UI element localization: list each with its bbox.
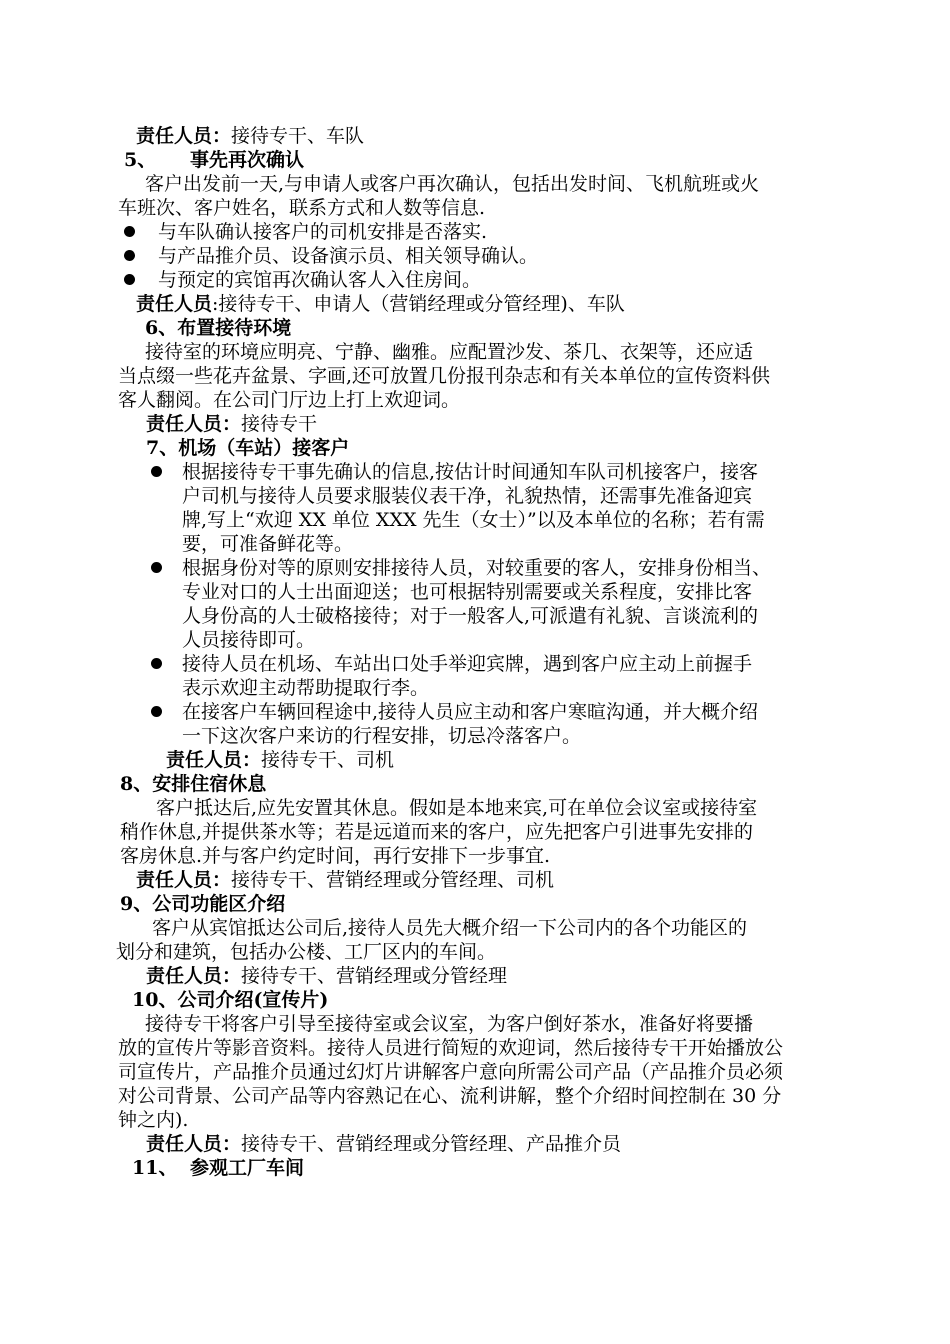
list-item: 根据接待专干事先确认的信息,按估计时间通知车队司机接客户，接客 <box>182 461 759 483</box>
paragraph-line: 客人翻阅。在公司门厅边上打上欢迎词。 <box>118 389 461 411</box>
responsible-text: 接待专干、车队 <box>231 125 365 147</box>
responsible-text: 接待专干、营销经理或分管经理 <box>241 965 508 987</box>
paragraph-line: 当点缀一些花卉盆景、字画,还可放置几份报刊杂志和有关本单位的宣传资料供 <box>118 365 771 387</box>
bullet-icon <box>124 250 135 261</box>
bullet-icon <box>151 466 162 477</box>
responsible-text: 接待专干、司机 <box>261 749 395 771</box>
responsible-label: 责任人员： <box>136 125 232 147</box>
responsible-label: 责任人员 <box>136 293 213 315</box>
section-heading: 7、机场（车站）接客户 <box>146 437 350 459</box>
section-heading: 10、公司介绍(宣传片) <box>132 989 329 1011</box>
list-item: 人员接待即可。 <box>182 629 316 651</box>
responsible-line <box>136 868 554 892</box>
section-heading: 8、安排住宿休息 <box>120 773 267 795</box>
list-item: 与车队确认接客户的司机安排是否落实. <box>158 221 488 243</box>
responsible-label: 责任人员： <box>146 1133 242 1155</box>
responsible-text: 接待专干 <box>241 413 318 435</box>
list-item: 户司机与接待人员要求服装仪表干净，礼貌热情，还需事先准备迎宾 <box>182 485 753 507</box>
paragraph-line: 客户抵达后,应先安置其休息。假如是本地来宾,可在单位会议室或接待室 <box>156 797 758 819</box>
paragraph-line: 钟之内). <box>118 1109 189 1131</box>
paragraph-line: 对公司背景、公司产品等内容熟记在心、流利讲解，整个介绍时间控制在 30 分 <box>118 1085 782 1107</box>
list-item: 与产品推介员、设备演示员、相关领导确认。 <box>158 245 539 267</box>
paragraph-line: 划分和建筑，包括办公楼、工厂区内的车间。 <box>116 941 497 963</box>
paragraph-line: 接待专干将客户引导至接待室或会议室，为客户倒好茶水，准备好将要播 <box>145 1013 754 1035</box>
bullet-icon <box>151 658 162 669</box>
responsible-line <box>136 124 364 148</box>
section-heading: 事先再次确认 <box>190 149 305 171</box>
bullet-icon <box>151 706 162 717</box>
list-item: 根据身份对等的原则安排接待人员，对较重要的客人，安排身份相当、 <box>182 557 772 579</box>
list-item: 牌,写上“欢迎 XX 单位 XXX 先生（女士）”以及本单位的名称；若有需 <box>182 509 765 531</box>
responsible-label: 责任人员： <box>136 869 232 891</box>
responsible-line <box>146 412 317 436</box>
responsible-label: 责任人员： <box>146 965 242 987</box>
paragraph-line: 客房休息.并与客户约定时间，再行安排下一步事宜. <box>120 845 551 867</box>
responsible-label: 责任人员： <box>166 749 262 771</box>
responsible-line <box>136 292 625 316</box>
responsible-line <box>146 964 507 988</box>
list-item: 一下这次客户来访的行程安排，切忌冷落客户。 <box>182 725 582 747</box>
paragraph-line: 接待室的环境应明亮、宁静、幽雅。应配置沙发、茶几、衣架等，还应适 <box>145 341 754 363</box>
responsible-text: 接待专干、营销经理或分管经理、司机 <box>231 869 555 891</box>
list-item: 人身份高的人士破格接待；对于一般客人,可派遣有礼貌、言谈流利的 <box>182 605 759 627</box>
responsible-line <box>166 748 394 772</box>
paragraph-line: 司宣传片，产品推介员通过幻灯片讲解客户意向所需公司产品（产品推介员必须 <box>118 1061 784 1083</box>
paragraph-line: 客户出发前一天,与申请人或客户再次确认，包括出发时间、飞机航班或火 <box>145 173 760 195</box>
responsible-text: 接待专干、营销经理或分管经理、产品推介员 <box>241 1133 622 1155</box>
section-number: 11、 <box>132 1157 178 1179</box>
responsible-line <box>146 1132 621 1156</box>
list-item: 在接客户车辆回程途中,接待人员应主动和客户寒暄沟通，并大概介绍 <box>182 701 759 723</box>
paragraph-line: 放的宣传片等影音资料。接待人员进行简短的欢迎词，然后接待专干开始播放公 <box>118 1037 784 1059</box>
paragraph-line: 客户从宾馆抵达公司后,接待人员先大概介绍一下公司内的各个功能区的 <box>152 917 748 939</box>
bullet-icon <box>124 226 135 237</box>
list-item: 专业对口的人士出面迎送；也可根据特别需要或关系程度，安排比客 <box>182 581 753 603</box>
bullet-icon <box>124 274 135 285</box>
responsible-label: 责任人员： <box>146 413 242 435</box>
list-item: 接待人员在机场、车站出口处手举迎宾牌，遇到客户应主动上前握手 <box>182 653 753 675</box>
list-item: 与预定的宾馆再次确认客人入住房间。 <box>158 269 482 291</box>
section-heading: 9、公司功能区介绍 <box>120 893 286 915</box>
section-heading: 参观工厂车间 <box>190 1157 305 1179</box>
section-heading: 6、布置接待环境 <box>145 317 292 339</box>
responsible-text: :接待专干、申请人（营销经理或分管经理)、车队 <box>212 293 625 315</box>
paragraph-line: 车班次、客户姓名，联系方式和人数等信息. <box>118 197 486 219</box>
bullet-icon <box>151 562 162 573</box>
paragraph-line: 稍作休息,并提供茶水等；若是远道而来的客户，应先把客户引进事先安排的 <box>120 821 754 843</box>
list-item: 表示欢迎主动帮助提取行李。 <box>182 677 430 699</box>
list-item: 要，可准备鲜花等。 <box>182 533 354 555</box>
section-number: 5、 <box>124 149 157 171</box>
